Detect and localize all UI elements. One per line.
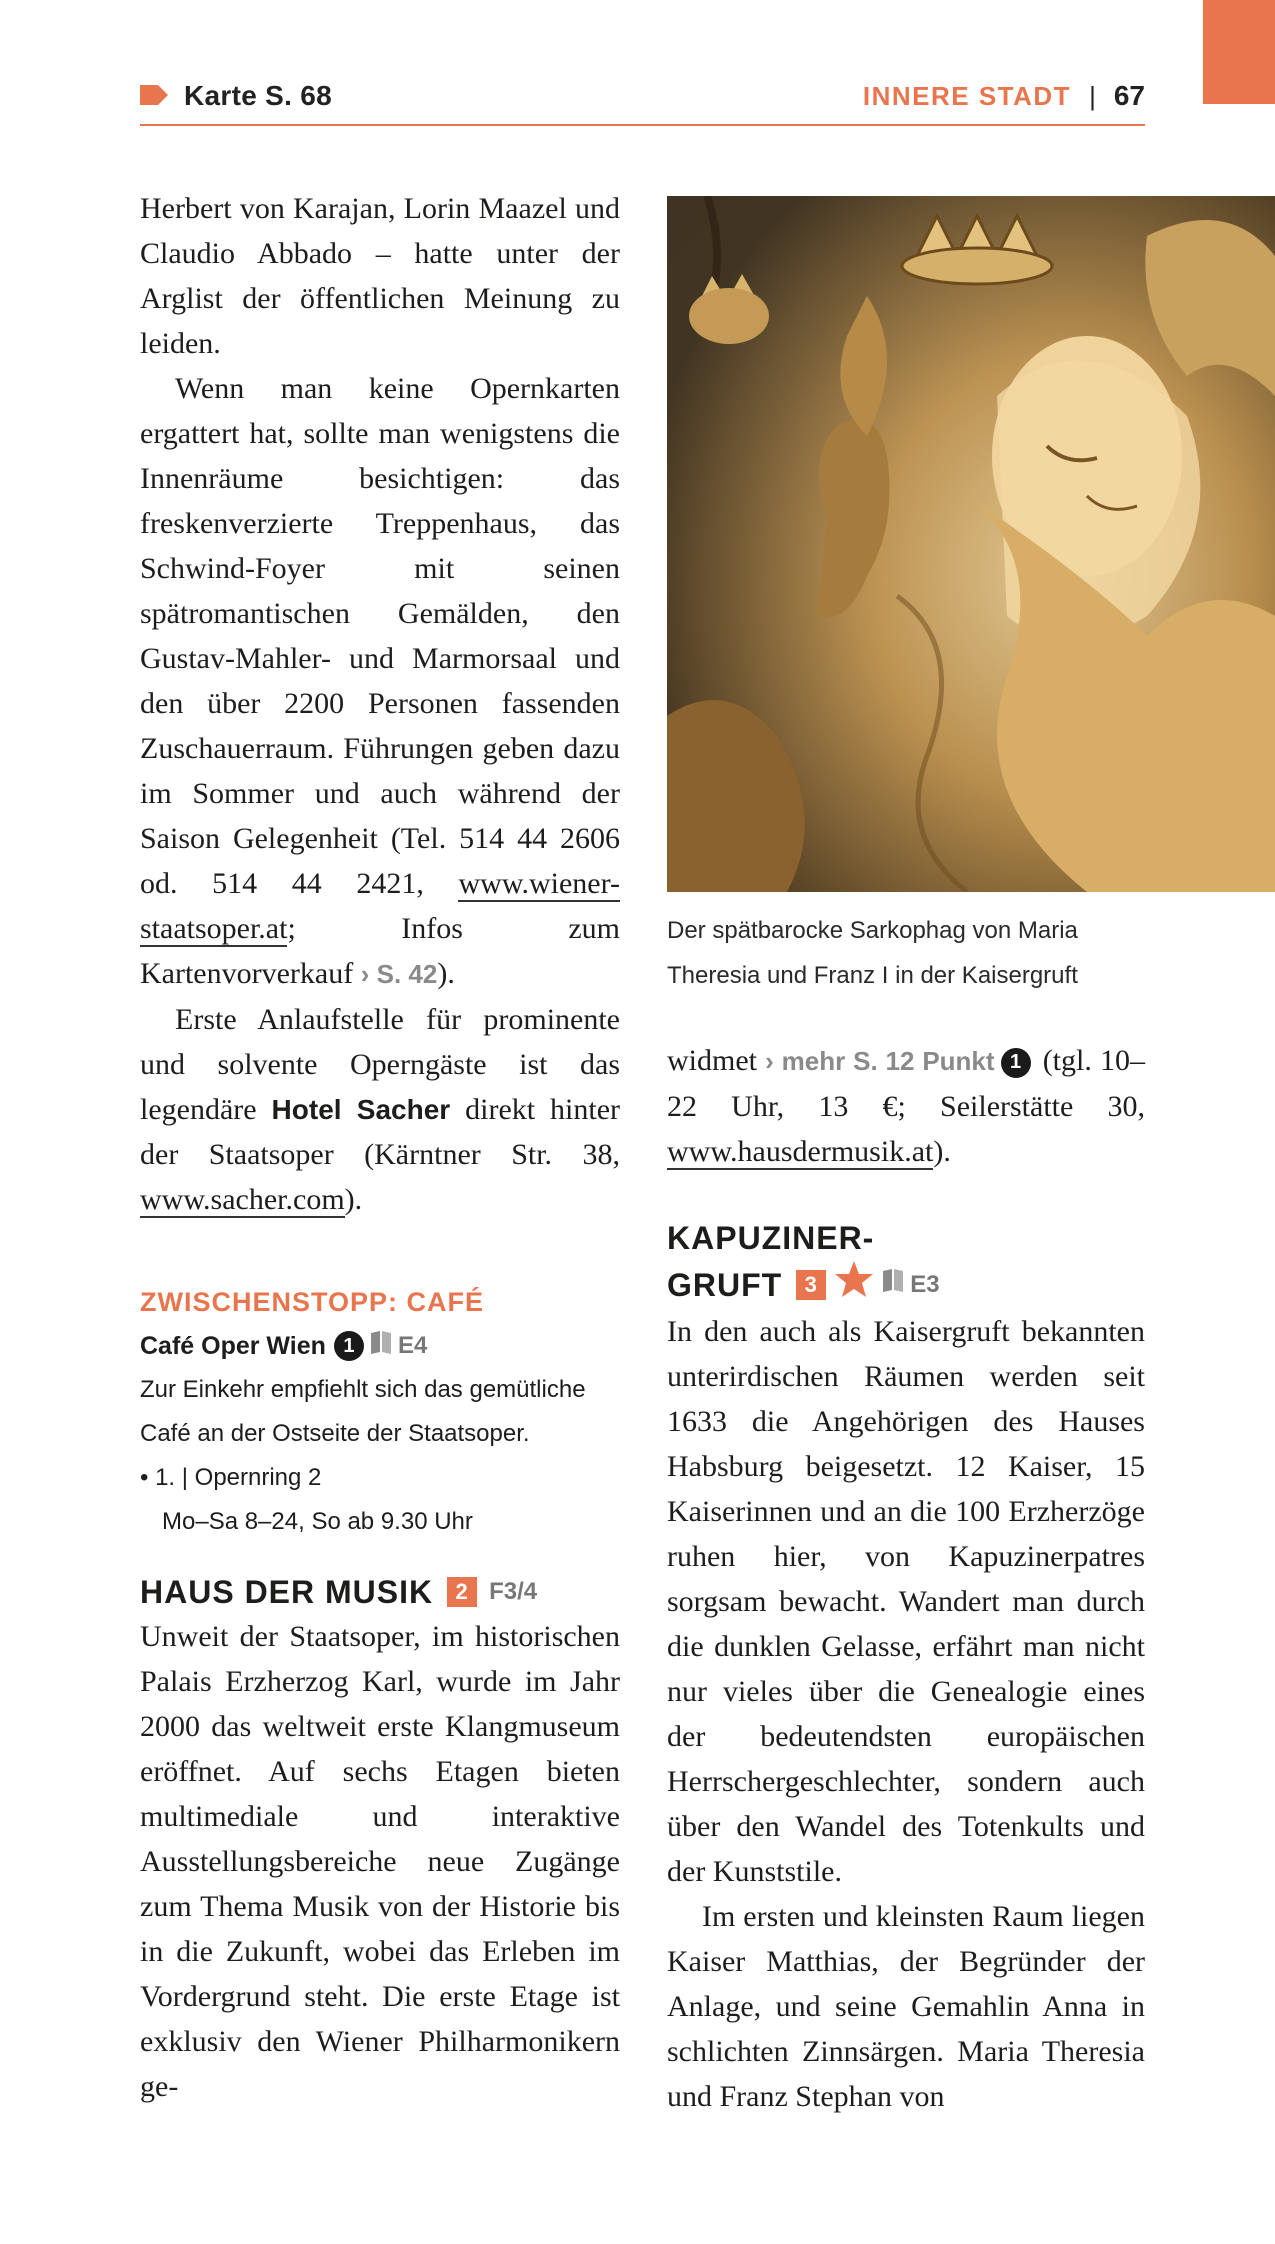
- section-heading-text: GRUFT: [667, 1266, 783, 1303]
- more-cross-reference[interactable]: › mehr S. 12 Punkt: [765, 1046, 995, 1076]
- text: Wenn man keine Opernkarten ergattert hat, sollte man wenigstens die Innenräume besichtigen: das freskenverzierte Treppenhaus, das Schwind-Foyer mit seinen spätromantischen Gemälden, den Gustav-Mahler- und Marmorsaal und den über 2200 Personen fassenden Zuschauerraum. Führungen geben dazu im Sommer und auch während der Saison Gelegenheit (Tel. 514 44 2606 od. 514 44 2421,: [140, 372, 620, 900]
- running-head: [863, 80, 1145, 112]
- page-accent-tab: [1203, 0, 1275, 104]
- right-column: [667, 1038, 1145, 2119]
- haus-map-ref: F3/4: [489, 1578, 538, 1605]
- header-separator: |: [1089, 80, 1096, 111]
- cafe-title: [140, 1324, 620, 1368]
- hotel-sacher-name: Hotel Sacher: [271, 1094, 451, 1125]
- paragraph-erster-raum: Im ersten und kleinsten Raum liegen Kaiser Matthias, der Begründer der Anlage, und seine Gemahlin Anna in schlichten Zinnsärgen. Maria Theresia und Franz Stephan von: [667, 1900, 1145, 2113]
- paragraph-hotel-sacher: [140, 997, 620, 1222]
- cafe-description-1: Zur Einkehr empfiehlt sich das gemütliche: [140, 1376, 586, 1403]
- text: (tgl. 10–22 Uhr, 13 €; Seilerstätte 30,: [667, 1044, 1145, 1123]
- kap-map-ref: [882, 1263, 939, 1307]
- haus-der-musik-heading: [140, 1570, 620, 1614]
- point-number-badge: 1: [1001, 1048, 1031, 1078]
- cafe-map-ref: E4: [397, 1332, 428, 1359]
- page-number: 67: [1113, 80, 1145, 111]
- star-icon: [834, 1260, 874, 1309]
- map-book-icon: [882, 1263, 904, 1307]
- section-heading-text: HAUS DER MUSIK: [140, 1574, 434, 1610]
- paragraph-widmet: [667, 1038, 1145, 1174]
- cafe-hours: Mo–Sa 8–24, So ab 9.30 Uhr: [162, 1508, 473, 1535]
- staatsoper-link[interactable]: www.wiener-staatsoper.at: [140, 867, 620, 945]
- cafe-number-badge: 1: [334, 1331, 364, 1361]
- paragraph-innenraeume: [140, 366, 620, 997]
- kaisergruft-photo: [667, 196, 1275, 892]
- left-column: [140, 186, 620, 2109]
- kapuzinergruft-heading-line1: KAPUZINER-: [667, 1220, 875, 1256]
- section-title: INNERE STADT: [862, 80, 1072, 111]
- text: ).: [344, 1183, 363, 1216]
- hausdermusik-link[interactable]: www.hausdermusik.at: [667, 1135, 934, 1168]
- cafe-name: Café Oper Wien: [140, 1332, 326, 1360]
- sacher-link[interactable]: www.sacher.com: [140, 1183, 345, 1216]
- stop-heading: ZWISCHENSTOPP: CAFÉ: [140, 1287, 485, 1317]
- text: ; Infos zum Kartenvorverkauf: [140, 912, 620, 990]
- text: ).: [933, 1135, 951, 1168]
- tag-arrow-icon: [140, 80, 168, 112]
- photo-caption: Der spätbarocke Sarkophag von Maria Theresia und Franz I in der Kaisergruft: [667, 917, 1078, 989]
- paragraph-karajan: Herbert von Karajan, Lorin Maazel und Claudio Abbado – hatte unter der Arglist der öffentlichen Meinung zu leiden.: [140, 192, 620, 360]
- paragraph-haus-der-musik: Unweit der Staatsoper, im historischen Palais Erzherzog Karl, wurde im Jahr 2000 das weltweit erste Klangmuseum eröffnet. Auf sechs Etagen bieten multimediale und interaktive Ausstellungsbereiche neue Zugänge zum Thema Musik von der Historie bis in die Zukunft, wobei das Erleben im Vordergrund steht. Die erste Etage ist exklusiv den Wiener Philharmonikern ge-: [140, 1620, 620, 2103]
- map-reference[interactable]: [140, 80, 332, 112]
- cafe-address: • 1. | Opernring 2: [140, 1464, 322, 1491]
- text: widmet: [667, 1044, 766, 1077]
- cross-reference[interactable]: › S. 42: [360, 959, 438, 989]
- map-reference-label: Karte S. 68: [184, 80, 333, 111]
- text: Erste Anlaufstelle für prominente und solvente Operngäste ist das legendäre: [140, 1003, 620, 1126]
- map-ref-text: E3: [910, 1270, 940, 1298]
- text: ).: [437, 957, 455, 990]
- text: direkt hinter der Staatsoper (Kärntner Str. 38,: [140, 1093, 621, 1171]
- paragraph-kaisergruft: In den auch als Kaisergruft bekannten unterirdischen Räumen werden seit 1633 die Angehörigen des Hauses Habsburg beigesetzt. 12 Kaiser, 15 Kaiserinnen und an die 100 Erzherzöge ruhen hier, von Kapuzinerpatres sorgsam bewacht. Wandert man durch die dunklen Gelasse, erfährt man nicht nur vieles über die Genealogie eines der bedeutendsten europäischen Herrschergeschlechter, sondern auch über den Wandel des Totenkults und der Kunststile.: [667, 1315, 1145, 1888]
- page-header: [140, 72, 1145, 126]
- cafe-description-2: Café an der Ostseite der Staatsoper.: [140, 1420, 530, 1447]
- sight-number-badge: 2: [447, 1577, 477, 1607]
- sight-number-badge: 3: [796, 1270, 826, 1300]
- map-book-icon: [370, 1324, 392, 1368]
- kapuzinergruft-heading-line2: [667, 1260, 1145, 1309]
